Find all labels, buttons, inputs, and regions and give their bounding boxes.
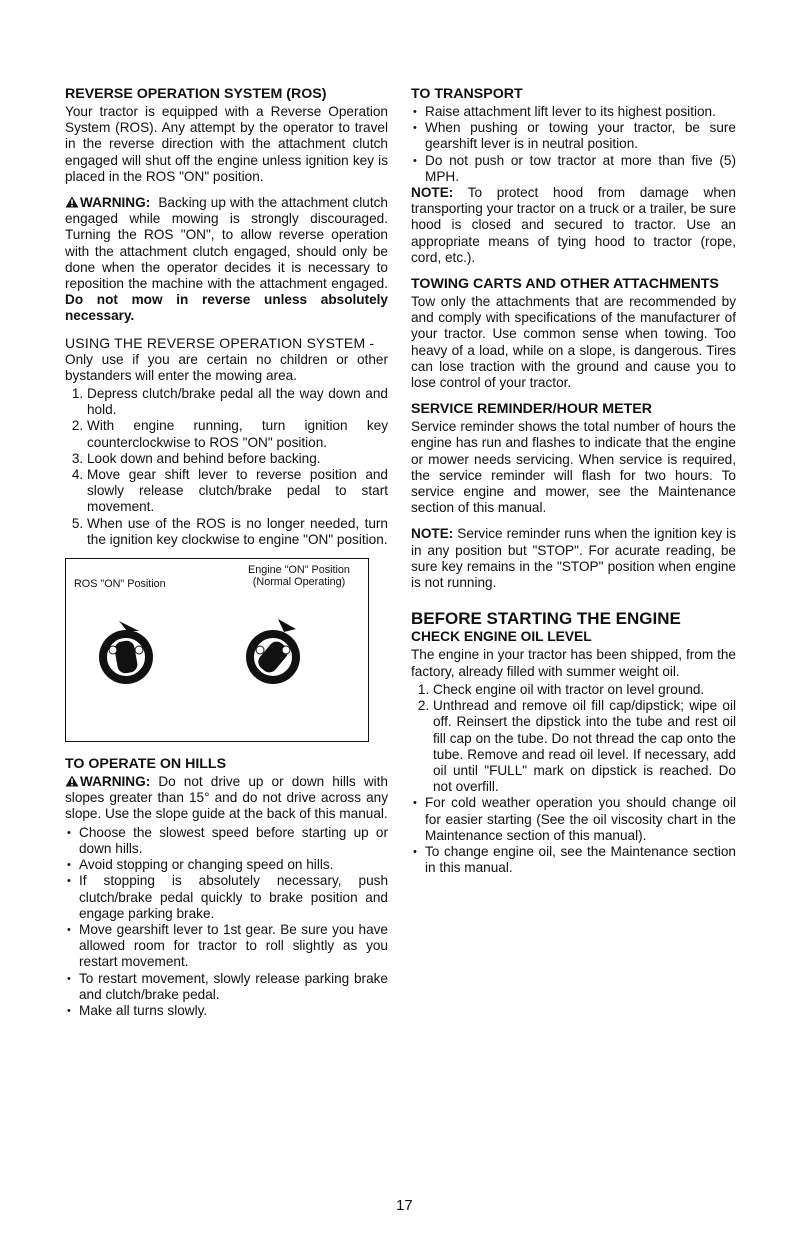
ros-on-label: ROS "ON" Position [74, 578, 166, 591]
warning-triangle-icon [65, 775, 79, 787]
page-number: 17 [396, 1197, 413, 1214]
hills-warning-paragraph [65, 774, 388, 823]
note-label: NOTE: [411, 185, 454, 201]
list-item: • Avoid stopping or changing speed on hills. [79, 857, 388, 873]
ros-steps-list [65, 386, 388, 548]
list-item: • Choose the slowest speed before starting up or down hills. [79, 825, 388, 857]
before-starting-heading: BEFORE STARTING THE ENGINE [411, 609, 681, 629]
list-item: • Move gearshift lever to 1st gear. Be sure you have allowed room for tractor to roll slightly as you restart movement. [79, 922, 388, 971]
list-item: • To change engine oil, see the Maintenance section in this manual. [425, 844, 736, 876]
list-item: • When pushing or towing your tractor, be sure gearshift lever is in neutral position. [425, 120, 736, 152]
hills-warning-text: Do not drive up or down hills with slopes greater than 15° and do not drive across any slope. Use the slope guide at the back of this manual. [65, 774, 388, 822]
warning-label: WARNING: [80, 195, 151, 211]
list-item: • To restart movement, slowly release parking brake and clutch/brake pedal. [79, 971, 388, 1003]
warning-label: WARNING: [80, 774, 151, 790]
oil-intro: The engine in your tractor has been shipped, from the factory, already filled with summer weight oil. [411, 647, 736, 679]
list-item: 2. Unthread and remove oil fill cap/dipstick; wipe oil off. Reinsert the dipstick into the tube and rest oil fill cap on the tube. Do not thread the cap onto the tube. Remove and read oil level. If necessary, add oil until "FULL" mark on dipstick is reached. Do not overfill. [433, 698, 736, 795]
service-heading: SERVICE REMINDER/HOUR METER [411, 401, 652, 418]
list-item: 5. When use of the ROS is no longer needed, turn the ignition key clockwise to engine "ON" position. [87, 516, 388, 548]
ros-heading: REVERSE OPERATION SYSTEM (ROS) [65, 86, 327, 102]
ros-body: Your tractor is equipped with a Reverse Operation System (ROS). Any attempt by the operator to travel in the reverse direction with the attachment clutch engaged will shut off the engine unless ignition key is placed in the ROS "ON" position. [65, 104, 388, 184]
list-item: • For cold weather operation you should change oil for easier starting (See the oil viscosity chart in the Maintenance section of this manual). [425, 795, 736, 844]
service-note: NOTE: Service reminder runs when the ignition key is in any position but "STOP". For acurate reading, be sure key remains in the "STOP" position when engine is not running. [411, 526, 736, 591]
hills-bullets [65, 825, 388, 1019]
list-item: 2. With engine running, turn ignition key counterclockwise to ROS "ON" position. [87, 418, 388, 450]
ros-warning-bold: Do not mow in reverse unless absolutely necessary. [65, 292, 388, 324]
transport-bullets [411, 104, 736, 185]
transport-heading: TO TRANSPORT [411, 86, 523, 102]
using-ros-intro: Only use if you are certain no children or other bystanders will enter the mowing area. [65, 351, 388, 383]
using-ros-heading: USING THE REVERSE OPERATION SYSTEM - [65, 334, 375, 351]
ignition-switch-ros-icon [91, 617, 161, 687]
oil-bullets [411, 795, 736, 876]
list-item: • Make all turns slowly. [79, 1003, 388, 1019]
left-column [65, 86, 388, 1029]
engine-on-label: Engine "ON" Position (Normal Operating) [248, 564, 350, 589]
note-label: NOTE: [411, 526, 454, 542]
list-item: • Raise attachment lift lever to its highest position. [425, 104, 736, 120]
oil-steps-list [411, 682, 736, 795]
towing-body: Tow only the attachments that are recommended by and comply with specifications of the manufacturer of your tractor. Use common sense when towing. Too heavy of a load, while on a slope, is dangerous. Tires can lose traction with the ground and cause you to lose control of your tractor. [411, 294, 736, 391]
list-item: 1. Check engine oil with tractor on level ground. [433, 682, 736, 698]
service-body: Service reminder shows the total number of hours the engine has run and flashes to indicate that the engine or mower needs servicing. When service is required, the service reminder will flash for two hours. To service engine and mower, see the Maintenance section of this manual. [411, 419, 736, 516]
ros-warning-paragraph [65, 195, 388, 325]
warning-triangle-icon [65, 196, 79, 208]
right-column [411, 86, 736, 886]
towing-heading: TOWING CARTS AND OTHER ATTACHMENTS [411, 276, 719, 293]
list-item: • Do not push or tow tractor at more than five (5) MPH. [425, 153, 736, 185]
hills-heading: TO OPERATE ON HILLS [65, 756, 227, 773]
list-item: 1. Depress clutch/brake pedal all the way down and hold. [87, 386, 388, 418]
list-item: • If stopping is absolutely necessary, push clutch/brake pedal quickly to brake position and engage parking brake. [79, 873, 388, 922]
ros-warning-text: Backing up with the attachment clutch engaged while mowing is strongly discouraged. Turning the ROS "ON", to allow reverse operation with the attachment clutch engaged, should only be done when the operator decides it is necessary to reposition the machine with the attachment engaged. [65, 195, 388, 292]
check-oil-heading: CHECK ENGINE OIL LEVEL [411, 629, 592, 645]
list-item: 3. Look down and behind before backing. [87, 451, 388, 467]
transport-note: NOTE: To protect hood from damage when transporting your tractor on a truck or a trailer, be sure hood is closed and secured to tractor. Use an appropriate means of tying hood to tractor (rope, cord, etc.). [411, 185, 736, 265]
ignition-key-figure [65, 558, 369, 742]
list-item: 4. Move gear shift lever to reverse position and slowly release clutch/brake pedal to start movement. [87, 467, 388, 516]
ignition-switch-engine-icon [238, 617, 308, 687]
